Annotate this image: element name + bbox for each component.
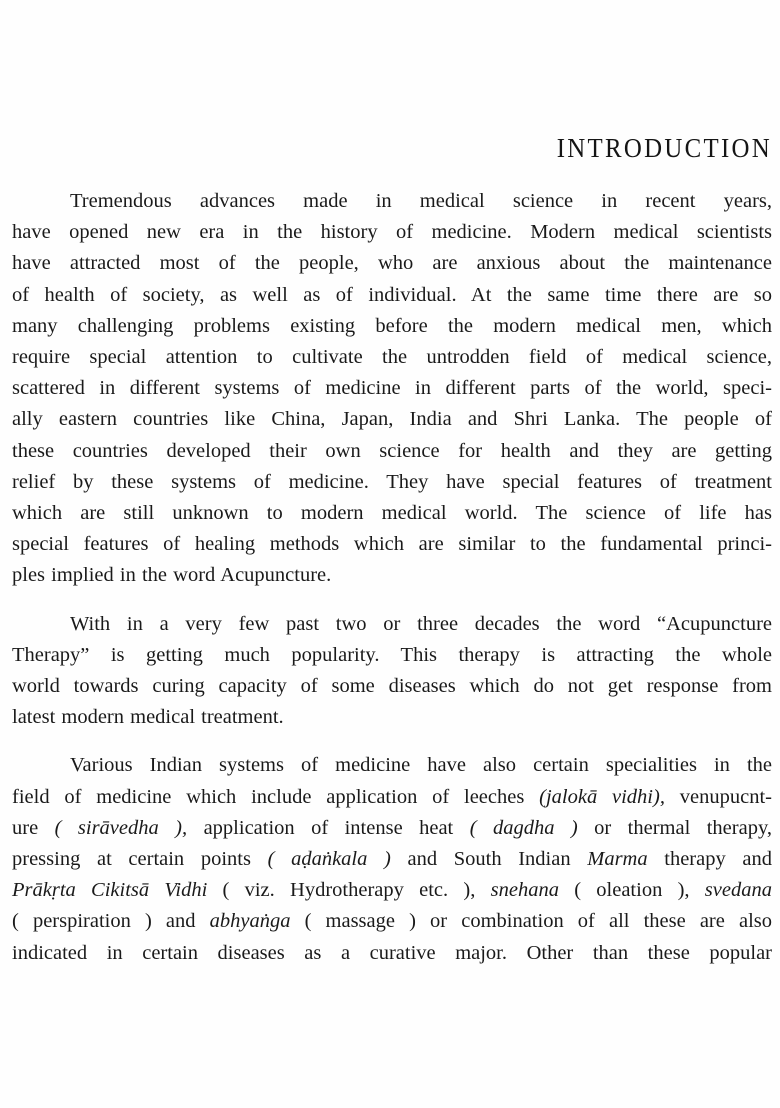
- text-segment: ( massage ) or combination of all these are also: [290, 910, 772, 933]
- text-line: indicated in certain diseases as a curative major. Other than these popular: [12, 941, 772, 964]
- text-line: scattered in different systems of medicine in different parts of the world, speci-: [12, 377, 772, 400]
- text-line: of health of society, as well as of individual. At the same time there are so: [12, 283, 772, 306]
- text-segment: pressing at certain points: [12, 848, 268, 871]
- text-segment: therapy and: [647, 848, 772, 871]
- paragraph-1: [12, 186, 772, 592]
- text-line: which are still unknown to modern medical world. The science of life has: [12, 502, 772, 525]
- text-line: relief by these systems of medicine. They have special features of treatment: [12, 470, 772, 493]
- sanskrit-term: ( dagdha ): [469, 816, 578, 839]
- text-line: have attracted most of the people, who are anxious about the maintenance: [12, 252, 772, 275]
- text-line: require special attention to cultivate the untrodden field of medical science,: [12, 346, 772, 369]
- text-segment: application of intense heat: [187, 816, 470, 839]
- book-page: [12, 128, 772, 969]
- text-segment: or thermal therapy,: [577, 816, 772, 839]
- text-line: ally eastern countries like China, Japan, India and Shri Lanka. The people of: [12, 408, 772, 431]
- chapter-heading: INTRODUCTION: [556, 133, 772, 163]
- sanskrit-term: svedana: [704, 879, 772, 902]
- text-segment: ( perspiration ) and: [12, 910, 210, 933]
- text-segment: and South Indian: [390, 848, 588, 871]
- text-line: these countries developed their own science for health and they are getting: [12, 439, 772, 462]
- text-line: many challenging problems existing before the modern medical men, which: [12, 314, 772, 337]
- text-line: Therapy” is getting much popularity. This therapy is attracting the whole: [12, 643, 772, 666]
- sanskrit-term: ( aḍaṅkala ): [267, 848, 391, 871]
- text-line: [12, 813, 772, 844]
- text-line: have opened new era in the history of medicine. Modern medical scientists: [12, 221, 772, 244]
- sanskrit-term: abhyaṅga: [209, 910, 291, 933]
- text-segment: venupucnt-: [664, 785, 772, 808]
- text-line: Tremendous advances made in medical science in recent years,: [70, 190, 772, 212]
- text-line: With in a very few past two or three decades the word “Acupuncture: [70, 612, 772, 635]
- text-line: [12, 875, 772, 906]
- sanskrit-term: ( sirāvedha ),: [54, 816, 188, 839]
- text-line: latest modern medical treatment.: [12, 706, 284, 729]
- text-line: [12, 844, 772, 875]
- text-line: [12, 782, 772, 813]
- text-segment: field of medicine which include application of leeches: [12, 785, 540, 808]
- text-segment: ure: [12, 816, 55, 839]
- sanskrit-term: Marma: [587, 848, 648, 871]
- text-line: ples implied in the word Acupuncture.: [12, 564, 332, 587]
- paragraph-2: [12, 609, 772, 734]
- text-segment: ( oleation ),: [558, 879, 705, 902]
- text-line: world towards curing capacity of some diseases which do not get response from: [12, 675, 772, 698]
- sanskrit-term: snehana: [490, 879, 559, 902]
- text-line: Various Indian systems of medicine have also certain specialities in the: [70, 754, 772, 777]
- paragraph-3: [12, 750, 772, 968]
- text-line: [12, 906, 772, 937]
- text-line: special features of healing methods which are similar to the fundamental princi-: [12, 533, 772, 556]
- text-segment: ( viz. Hydrotherapy etc. ),: [207, 879, 491, 902]
- sanskrit-term: Prākṛta Cikitsā Vidhi: [12, 879, 208, 902]
- sanskrit-term: (jalokā vidhi),: [539, 785, 665, 808]
